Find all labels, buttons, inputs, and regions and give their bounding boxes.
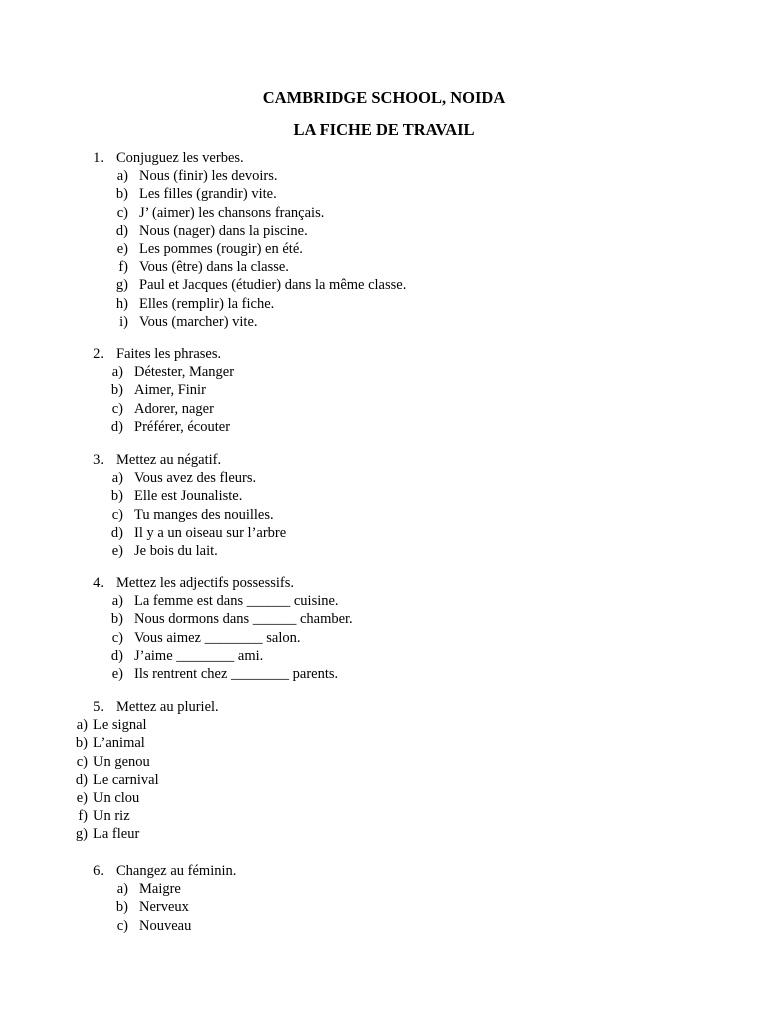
list-item [0,506,768,524]
item-letter: f) [78,808,88,825]
item-text: Il y a un oiseau sur l’arbre [134,524,287,541]
item-letter: e) [76,789,88,806]
section-6 [0,862,768,935]
item-letter: c) [116,204,128,221]
item-text: La femme est dans ______ cuisine. [134,593,339,610]
list-item [0,629,768,647]
item-text: Maigre [139,881,181,898]
school-title: CAMBRIDGE SCHOOL, NOIDA [262,88,506,107]
list-item [0,917,768,935]
item-letter: a) [111,364,123,381]
list-item [0,524,768,542]
item-letter: d) [110,418,123,435]
list-item [0,647,768,665]
list-item [0,487,768,505]
question-number: 1. [93,150,104,166]
question-1 [0,149,768,167]
item-text: Elles (remplir) la fiche. [139,295,275,312]
item-text: L’animal [93,735,145,752]
question-number: 3. [93,452,104,468]
item-letter: c) [76,753,88,770]
list-item [0,167,768,185]
list-item [0,185,768,203]
item-letter: d) [110,647,123,664]
list-item [0,665,768,683]
item-text: Un riz [93,808,130,825]
item-letter: h) [115,295,128,312]
list-item [0,753,768,771]
list-item [0,542,768,560]
item-letter: a) [116,881,128,898]
item-letter: d) [75,771,88,788]
item-letter: d) [115,222,128,239]
list-item [0,880,768,898]
list-item [0,313,768,331]
section-3 [0,451,768,560]
item-letter: e) [116,240,128,257]
item-text: Vous (être) dans la classe. [139,259,289,276]
list-item [0,807,768,825]
item-letter: f) [118,259,128,276]
list-item [0,592,768,610]
list-item [0,771,768,789]
list-item [0,469,768,487]
question-instruction: Mettez les adjectifs possessifs. [116,575,294,591]
item-text: Les filles (grandir) vite. [139,186,277,203]
item-letter: g) [115,277,128,294]
question-instruction: Faites les phrases. [116,346,222,362]
item-letter: c) [111,629,123,646]
item-letter: c) [116,917,128,934]
section-1 [0,149,768,331]
item-letter: a) [111,470,123,487]
item-text: Le carnival [93,771,159,788]
section-5 [0,698,768,844]
list-item [0,825,768,843]
question-number: 2. [93,346,104,362]
question-2 [0,345,768,363]
item-text: Ils rentrent chez ________ parents. [134,665,339,682]
item-text: Le signal [93,717,147,734]
list-item [0,610,768,628]
list-item [0,240,768,258]
item-letter: b) [75,735,88,752]
list-item [0,898,768,916]
item-text: Nous (nager) dans la piscine. [139,222,308,239]
question-number: 6. [93,863,104,879]
item-text: J’ (aimer) les chansons français. [139,204,325,221]
list-item [0,734,768,752]
question-instruction: Mettez au négatif. [116,452,222,468]
question-instruction: Changez au féminin. [116,863,237,879]
item-text: Un genou [93,753,150,770]
item-letter: b) [110,488,123,505]
item-letter: a) [111,593,123,610]
list-item [0,295,768,313]
question-instruction: Conjuguez les verbes. [116,150,244,166]
item-letter: a) [76,717,88,734]
item-text: Nouveau [139,917,192,934]
item-text: Les pommes (rougir) en été. [139,240,303,257]
list-item [0,204,768,222]
item-letter: d) [110,524,123,541]
list-item [0,258,768,276]
item-text: Vous avez des fleurs. [134,470,257,487]
item-letter: i) [119,313,128,330]
item-text: Préférer, écouter [134,418,231,435]
item-text: Paul et Jacques (étudier) dans la même classe. [139,277,407,294]
list-item [0,363,768,381]
item-text: Nous dormons dans ______ chamber. [134,611,353,628]
section-2 [0,345,768,436]
item-text: Elle est Jounaliste. [134,488,243,505]
question-6 [0,862,768,880]
item-letter: e) [111,665,123,682]
list-item [0,400,768,418]
item-text: Nerveux [139,899,189,916]
item-text: La fleur [93,826,140,843]
item-text: Vous aimez ________ salon. [134,629,301,646]
item-letter: c) [111,506,123,523]
question-3 [0,451,768,469]
item-text: Un clou [93,789,140,806]
item-text: Je bois du lait. [134,542,218,559]
list-item [0,381,768,399]
question-5 [0,698,768,716]
item-letter: b) [110,611,123,628]
item-letter: b) [115,186,128,203]
item-text: Nous (finir) les devoirs. [139,168,278,185]
item-text: Détester, Manger [134,364,235,381]
question-number: 4. [93,575,104,591]
list-item [0,789,768,807]
item-letter: a) [116,168,128,185]
item-letter: c) [111,400,123,417]
list-item [0,222,768,240]
item-text: J’aime ________ ami. [134,647,264,664]
question-number: 5. [93,699,104,715]
item-text: Adorer, nager [134,400,214,417]
item-letter: b) [110,382,123,399]
item-text: Vous (marcher) vite. [139,313,258,330]
question-4 [0,574,768,592]
worksheet-title: LA FICHE DE TRAVAIL [293,120,475,139]
section-4 [0,574,768,683]
item-text: Aimer, Finir [134,382,206,399]
item-letter: b) [115,899,128,916]
question-instruction: Mettez au pluriel. [116,699,219,715]
list-item [0,716,768,734]
item-text: Tu manges des nouilles. [134,506,274,523]
item-letter: g) [75,826,88,843]
list-item [0,276,768,294]
list-item [0,418,768,436]
item-letter: e) [111,542,123,559]
